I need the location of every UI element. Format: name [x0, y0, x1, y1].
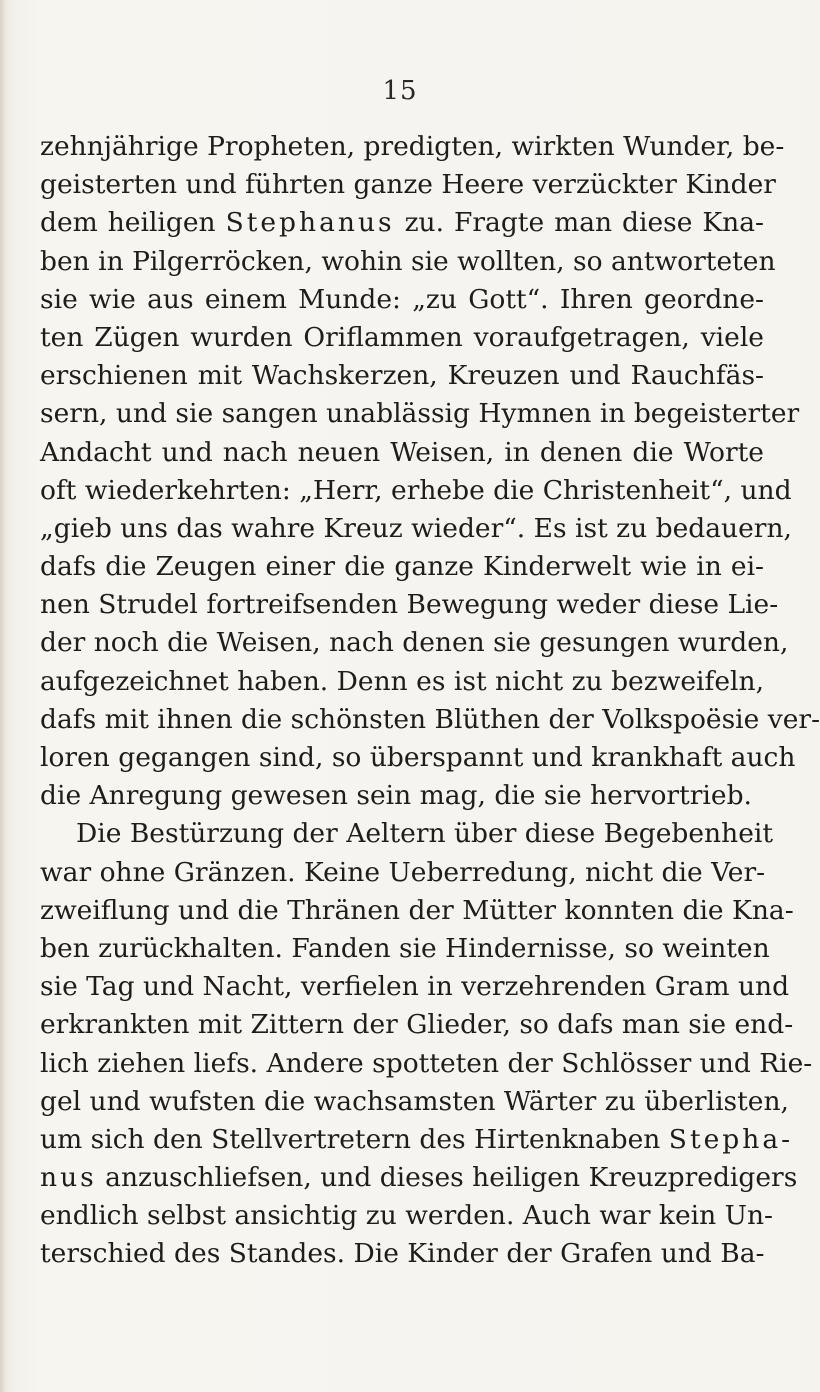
text-line-7: erschienen mit Wachskerzen, Kreuzen und Rauchfäs-: [40, 360, 764, 392]
text-line-19: Die Bestürzung der Aeltern über diese Begebenheit: [76, 818, 773, 850]
text-line-29: endlich selbst ansichtig zu werden. Auch war kein Un-: [40, 1200, 773, 1232]
text-line-13: nen Strudel fortreifsenden Bewegung weder diese Lie-: [40, 589, 779, 621]
text-line-28: nus anzuschliefsen, und dieses heiligen Kreuzpredigers: [40, 1162, 798, 1194]
name-nus: nus: [40, 1162, 97, 1194]
text-line-26: gel und wufsten die wachsamsten Wärter zu überlisten,: [40, 1085, 789, 1117]
text-line-9: Andacht und nach neuen Weisen, in denen die Worte: [40, 436, 764, 468]
page-number: 15: [382, 76, 418, 106]
text-line-20: war ohne Gränzen. Keine Ueberredung, nicht die Ver-: [40, 856, 766, 888]
text-line-6: ten Zügen wurden Oriflammen voraufgetragen, viele: [40, 321, 764, 353]
binding-shadow: [0, 0, 6, 1392]
text-line-2: geisterten und führten ganze Heere verzückter Kinder: [40, 169, 776, 201]
text-line-14: der noch die Weisen, nach denen sie gesungen wurden,: [40, 627, 789, 659]
name-stepha: Stepha-: [668, 1123, 794, 1155]
text-line-1: zehnjährige Propheten, predigten, wirkten Wunder, be-: [40, 131, 785, 162]
text-line-12: dafs die Zeugen einer die ganze Kinderwelt wie in ei-: [40, 551, 764, 583]
text-line-10: oft wiederkehrten: „Herr, erhebe die Christenheit“, und: [40, 474, 792, 506]
text-line-24: erkrankten mit Zittern der Glieder, so dafs man sie end-: [40, 1009, 794, 1041]
text-line-23: sie Tag und Nacht, verfielen in verzehrenden Gram und: [40, 971, 790, 1003]
text-line-21: zweiflung und die Thränen der Mütter konnten die Kna-: [40, 894, 794, 926]
text-line-18: die Anregung gewesen sein mag, die sie hervortrieb.: [40, 780, 752, 812]
text-line-16: dafs mit ihnen die schönsten Blüthen der Volkspoësie ver-: [40, 703, 820, 735]
text-line-25: lich ziehen liefs. Andere spotteten der Schlösser und Rie-: [40, 1047, 813, 1079]
text-line-3: dem heiligen Stephanus zu. Fragte man diese Kna-: [40, 207, 764, 239]
name-stephanus: Stephanus: [225, 207, 395, 239]
text-line-15: aufgezeichnet haben. Denn es ist nicht zu bezweifeln,: [40, 665, 764, 697]
text-line-4: ben in Pilgerröcken, wohin sie wollten, so antworteten: [40, 245, 776, 277]
body-text: [40, 128, 820, 1274]
text-line-17: loren gegangen sind, so überspannt und krankhaft auch: [40, 742, 796, 773]
text-line-30: terschied des Standes. Die Kinder der Grafen und Ba-: [40, 1238, 765, 1270]
text-line-22: ben zurückhalten. Fanden sie Hindernisse, so weinten: [40, 932, 770, 964]
text-line-8: sern, und sie sangen unablässig Hymnen in begeisterter: [40, 398, 800, 430]
text-line-11: „gieb uns das wahre Kreuz wieder“. Es ist zu bedauern,: [40, 512, 792, 544]
text-line-5: sie wie aus einem Munde: „zu Gott“. Ihren geordne-: [40, 283, 764, 315]
text-line-27: um sich den Stellvertretern des Hirtenknaben Stepha-: [40, 1123, 794, 1155]
